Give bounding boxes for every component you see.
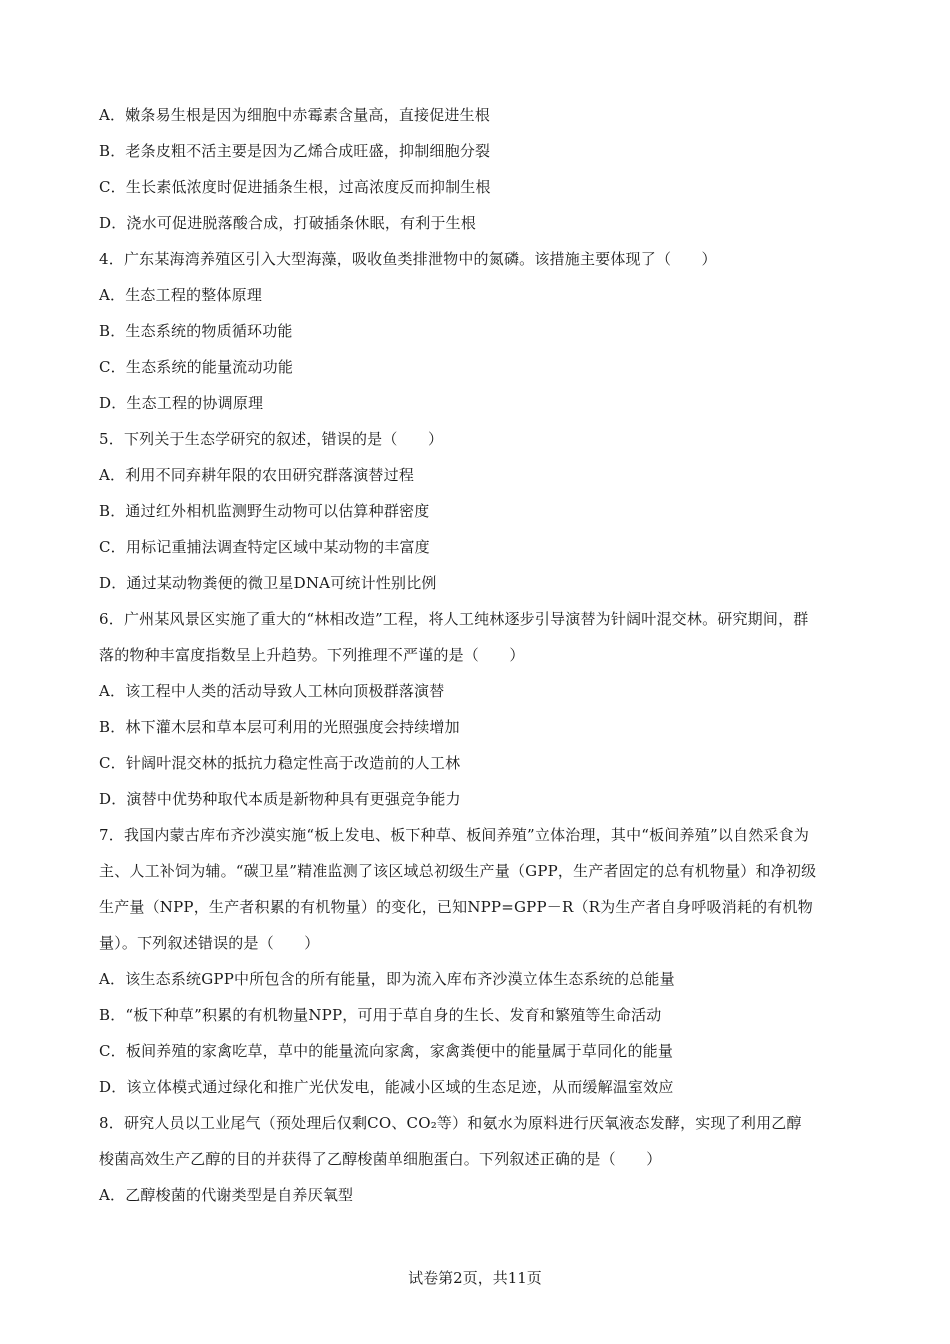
q4-stem: 4．广东某海湾养殖区引入大型海藻，吸收鱼类排泄物中的氮磷。该措施主要体现了（ ） xyxy=(99,250,717,268)
q3-option-a: A．嫩条易生根是因为细胞中赤霉素含量高，直接促进生根 xyxy=(99,106,491,124)
q7-option-a: A．该生态系统GPP中所包含的所有能量，即为流入库布齐沙漠立体生态系统的总能量 xyxy=(99,970,675,988)
q3-option-b: B．老条皮粗不活主要是因为乙烯合成旺盛，抑制细胞分裂 xyxy=(99,142,491,160)
q3-option-d: D．浇水可促进脱落酸合成，打破插条休眠，有利于生根 xyxy=(99,214,477,232)
q7-stem-line-3: 生产量（NPP，生产者积累的有机物量）的变化，已知NPP=GPP－R（R为生产者自身呼吸消耗的有机物 xyxy=(99,898,813,916)
q8-option-a: A．乙醇梭菌的代谢类型是自养厌氧型 xyxy=(99,1186,354,1204)
q7-option-d: D．该立体模式通过绿化和推广光伏发电，能减小区域的生态足迹，从而缓解温室效应 xyxy=(99,1078,674,1096)
q8-stem-line-2: 梭菌高效生产乙醇的目的并获得了乙醇梭菌单细胞蛋白。下列叙述正确的是（ ） xyxy=(99,1150,662,1168)
q6-option-b: B．林下灌木层和草本层可利用的光照强度会持续增加 xyxy=(99,718,460,736)
q7-stem-line-2: 主、人工补饲为辅。“碳卫星”精准监测了该区域总初级生产量（GPP，生产者固定的总有机物量）和净初级 xyxy=(99,862,817,880)
q4-option-b: B．生态系统的物质循环功能 xyxy=(99,322,293,340)
q7-option-b: B．“板下种草”积累的有机物量NPP，可用于草自身的生长、发育和繁殖等生命活动 xyxy=(99,1006,662,1024)
q5-option-a: A．利用不同弃耕年限的农田研究群落演替过程 xyxy=(99,466,415,484)
q3-option-c: C．生长素低浓度时促进插条生根，过高浓度反而抑制生根 xyxy=(99,178,491,196)
q5-option-d: D．通过某动物粪便的微卫星DNA可统计性别比例 xyxy=(99,574,437,592)
page-content xyxy=(99,97,855,1213)
page-footer: 试卷第2页，共11页 xyxy=(408,1269,542,1287)
q7-option-c: C．板间养殖的家禽吃草，草中的能量流向家禽，家禽粪便中的能量属于草同化的能量 xyxy=(99,1042,674,1060)
q6-stem-line-1: 6．广州某风景区实施了重大的“林相改造”工程，将人工纯林逐步引导演替为针阔叶混交林。研究期间，群 xyxy=(99,610,809,628)
q4-option-c: C．生态系统的能量流动功能 xyxy=(99,358,294,376)
q4-option-d: D．生态工程的协调原理 xyxy=(99,394,264,412)
q4-option-a: A．生态工程的整体原理 xyxy=(99,286,263,304)
q5-option-c: C．用标记重捕法调查特定区域中某动物的丰富度 xyxy=(99,538,430,556)
q6-stem-line-2: 落的物种丰富度指数呈上升趋势。下列推理不严谨的是（ ） xyxy=(99,646,525,664)
q5-stem: 5．下列关于生态学研究的叙述，错误的是（ ） xyxy=(99,430,444,448)
q6-option-d: D．演替中优势种取代本质是新物种具有更强竞争能力 xyxy=(99,790,461,808)
q6-option-c: C．针阔叶混交林的抵抗力稳定性高于改造前的人工林 xyxy=(99,754,461,772)
q7-stem-line-1: 7．我国内蒙古库布齐沙漠实施“板上发电、板下种草、板间养殖”立体治理，其中“板间养殖”以自然采食为 xyxy=(99,826,810,844)
q5-option-b: B．通过红外相机监测野生动物可以估算种群密度 xyxy=(99,502,430,520)
q7-stem-line-4: 量）。下列叙述错误的是（ ） xyxy=(99,934,320,952)
q8-stem-line-1: 8．研究人员以工业尾气（预处理后仅剩CO、CO₂等）和氨水为原料进行厌氧液态发酵，实现了利用乙醇 xyxy=(99,1114,802,1132)
q6-option-a: A．该工程中人类的活动导致人工林向顶极群落演替 xyxy=(99,682,445,700)
